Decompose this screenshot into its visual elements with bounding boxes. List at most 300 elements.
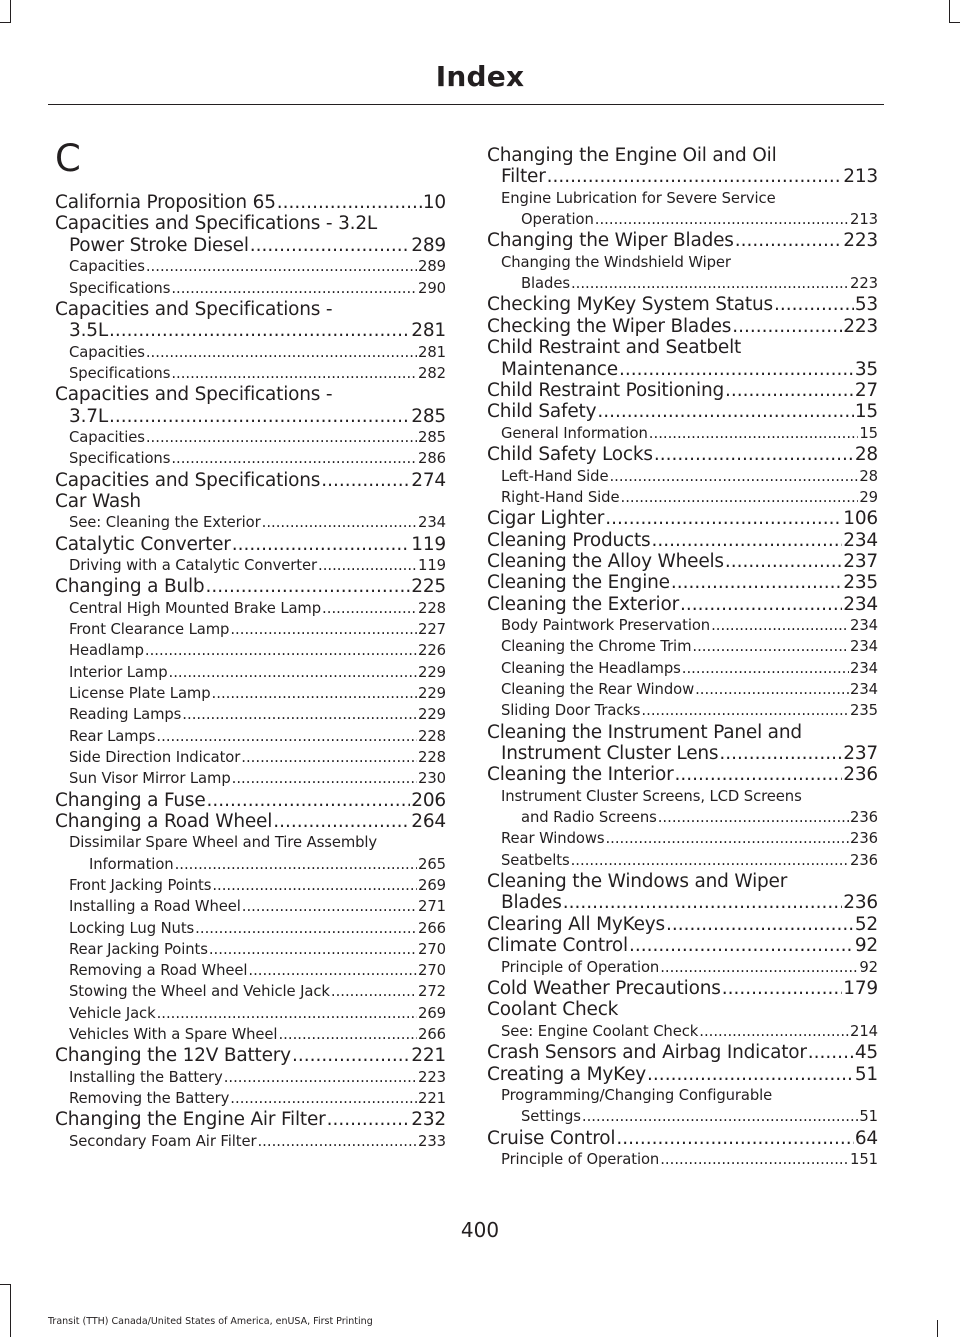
index-subentry — [55, 555, 446, 576]
index-subentry — [55, 427, 446, 448]
index-subentry — [55, 896, 446, 917]
entry-text: Cleaning the Instrument Panel and — [487, 721, 802, 743]
leader-dots — [169, 662, 418, 683]
leader-dots — [680, 594, 842, 615]
index-subentry — [487, 273, 878, 294]
index-subentry — [487, 209, 878, 230]
leader-dots — [641, 700, 849, 721]
index-entry-first-line — [55, 384, 446, 405]
page-reference: 237 — [843, 743, 878, 765]
page-reference: 289 — [418, 258, 446, 276]
leader-dots — [605, 508, 842, 529]
index-subentry — [487, 679, 878, 700]
entry-text: Engine Lubrication for Severe Service — [501, 189, 776, 207]
page-reference: 213 — [843, 166, 878, 188]
entry-text: Checking MyKey System Status — [487, 294, 773, 316]
index-entry — [487, 935, 878, 956]
page-reference: 225 — [411, 576, 446, 598]
index-entry — [55, 491, 446, 512]
page-reference: 119 — [418, 557, 446, 575]
entry-text: Cruise Control — [487, 1127, 616, 1149]
index-subentry — [487, 850, 878, 871]
index-entry — [487, 530, 878, 551]
leader-dots — [658, 807, 849, 828]
page-reference: 266 — [418, 919, 446, 937]
entry-text: Crash Sensors and Airbag Indicator — [487, 1042, 807, 1064]
index-entry — [487, 1064, 878, 1085]
leader-dots — [146, 342, 417, 363]
leader-dots — [232, 534, 411, 555]
leader-dots — [175, 854, 417, 875]
index-subentry — [55, 683, 446, 704]
index-entry — [55, 811, 446, 832]
entry-text-continued: Blades — [521, 275, 570, 293]
leader-dots — [619, 359, 854, 380]
index-entry — [487, 316, 878, 337]
index-subentry — [487, 1149, 878, 1170]
leader-dots — [616, 1128, 853, 1149]
page-reference: 51 — [859, 1108, 878, 1126]
page-reference: 229 — [418, 685, 446, 703]
entry-text-continued: Power Stroke Diesel — [69, 234, 249, 256]
entry-text: See: Cleaning the Exterior — [69, 514, 261, 532]
section-letter: C — [55, 137, 81, 180]
leader-dots — [171, 363, 417, 384]
leader-dots — [273, 811, 410, 832]
page-reference: 226 — [418, 642, 446, 660]
leader-dots — [230, 619, 417, 640]
page-reference: 106 — [843, 508, 878, 530]
entry-text: Locking Lug Nuts — [69, 919, 195, 937]
index-subentry — [487, 1106, 878, 1127]
page-reference: 214 — [850, 1022, 878, 1040]
index-subentry — [55, 619, 446, 640]
leader-dots — [595, 209, 849, 230]
index-subentry — [55, 512, 446, 533]
leader-dots — [649, 423, 859, 444]
index-entry — [487, 401, 878, 422]
entry-text: Installing a Road Wheel — [69, 898, 241, 916]
index-entry — [55, 192, 446, 213]
header-rule — [48, 104, 884, 105]
entry-text-continued: Information — [89, 855, 174, 873]
page-reference: 269 — [418, 1004, 446, 1022]
crop-mark — [10, 1284, 11, 1337]
index-subentry — [55, 918, 446, 939]
leader-dots — [322, 598, 417, 619]
index-entry-first-line — [487, 722, 878, 743]
index-list-right — [487, 145, 878, 1170]
page-reference: 289 — [411, 234, 446, 256]
page-reference: 236 — [843, 764, 878, 786]
leader-dots — [318, 555, 417, 576]
page-reference: 151 — [850, 1150, 878, 1168]
index-subentry — [55, 640, 446, 661]
index-entry — [55, 1045, 446, 1066]
entry-text-continued: Filter — [501, 166, 546, 188]
leader-dots — [292, 1045, 410, 1066]
entry-text: Cleaning the Rear Window — [501, 681, 695, 699]
entry-text: Changing a Bulb — [55, 576, 205, 598]
index-subentry — [55, 726, 446, 747]
index-subentry — [55, 278, 446, 299]
leader-dots — [660, 1149, 849, 1170]
entry-text: Rear Windows — [501, 830, 605, 848]
entry-text: Specifications — [69, 364, 171, 382]
entry-text: General Information — [501, 424, 648, 442]
leader-dots — [547, 166, 843, 187]
index-entry — [55, 320, 446, 341]
index-subentry — [55, 598, 446, 619]
page-reference: 269 — [418, 876, 446, 894]
leader-dots — [571, 273, 849, 294]
page-reference: 234 — [418, 514, 446, 532]
page-reference: 265 — [418, 855, 446, 873]
entry-text: Child Safety — [487, 401, 597, 423]
entry-text: Central High Mounted Brake Lamp — [69, 599, 322, 617]
leader-dots — [582, 1106, 858, 1127]
page-reference: 234 — [850, 617, 878, 635]
page-reference: 213 — [850, 211, 878, 229]
leader-dots — [224, 1067, 417, 1088]
entry-text-continued: and Radio Screens — [521, 809, 657, 827]
index-subentry — [487, 807, 878, 828]
leader-dots — [692, 636, 849, 657]
entry-text: Cleaning the Headlamps — [501, 659, 681, 677]
entry-text: Principle of Operation — [501, 1150, 660, 1168]
leader-dots — [722, 978, 843, 999]
leader-dots — [660, 957, 858, 978]
index-subentry — [55, 854, 446, 875]
crop-mark — [10, 0, 11, 22]
entry-text-continued: Instrument Cluster Lens — [501, 743, 719, 765]
entry-text: Changing the Engine Air Filter — [55, 1109, 326, 1131]
entry-text: Specifications — [69, 450, 171, 468]
page-reference: 221 — [418, 1090, 446, 1107]
leader-dots — [699, 1021, 849, 1042]
page-reference: 229 — [418, 706, 446, 724]
index-entry — [487, 892, 878, 913]
entry-text: Cleaning the Engine — [487, 572, 670, 594]
leader-dots — [232, 768, 417, 789]
page-reference: 285 — [411, 405, 446, 427]
index-entry — [487, 1128, 878, 1149]
leader-dots — [212, 683, 418, 704]
index-entry — [487, 230, 878, 251]
index-entry — [487, 551, 878, 572]
page-reference: 64 — [854, 1127, 878, 1149]
entry-text: Car Wash — [55, 491, 141, 513]
page-reference: 234 — [843, 593, 878, 615]
leader-dots — [605, 828, 849, 849]
index-subentry — [55, 768, 446, 789]
index-entry-first-line — [487, 145, 878, 166]
leader-dots — [609, 466, 858, 487]
entry-text: Rear Jacking Points — [69, 940, 208, 958]
index-entry — [487, 1042, 878, 1063]
index-subentry — [487, 658, 878, 679]
entry-text: Sun Visor Mirror Lamp — [69, 770, 231, 788]
leader-dots — [651, 530, 842, 551]
leader-dots — [157, 1003, 417, 1024]
entry-text: Cleaning the Alloy Wheels — [487, 550, 724, 572]
index-entry — [55, 470, 446, 491]
index-subentry — [55, 939, 446, 960]
entry-text: Creating a MyKey — [487, 1063, 647, 1085]
leader-dots — [207, 790, 411, 811]
page-reference: 233 — [418, 1132, 446, 1150]
index-subentry — [487, 466, 878, 487]
index-entry — [487, 508, 878, 529]
leader-dots — [146, 427, 417, 448]
leader-dots — [675, 764, 843, 785]
entry-text: Body Paintwork Preservation — [501, 617, 711, 635]
index-subentry — [487, 828, 878, 849]
page-reference: 92 — [859, 958, 878, 976]
entry-text-continued: 3.7L — [69, 405, 108, 427]
index-subentry — [487, 1021, 878, 1042]
page-reference: 15 — [859, 424, 878, 442]
index-subentry — [55, 1067, 446, 1088]
page-reference: 282 — [418, 364, 446, 382]
entry-text: Capacities and Specifications - 3.2L — [55, 213, 378, 235]
leader-dots — [671, 572, 842, 593]
page-reference: 227 — [418, 621, 446, 639]
entry-text: Changing the Windshield Wiper — [501, 253, 731, 271]
page-reference: 28 — [859, 467, 878, 485]
leader-dots — [695, 679, 849, 700]
leader-dots — [146, 256, 417, 277]
leader-dots — [250, 235, 411, 256]
leader-dots — [654, 444, 854, 465]
index-entry — [55, 790, 446, 811]
page-reference: 206 — [411, 789, 446, 811]
leader-dots — [242, 896, 417, 917]
entry-text: Cold Weather Precautions — [487, 977, 721, 999]
entry-text: Capacities — [69, 429, 145, 447]
index-entry — [55, 406, 446, 427]
index-entry — [55, 534, 446, 555]
index-subentry — [55, 1003, 446, 1024]
index-entry-first-line — [55, 213, 446, 234]
leader-dots — [682, 658, 849, 679]
index-entry-first-line — [55, 299, 446, 320]
leader-dots — [209, 939, 417, 960]
page-reference: 27 — [854, 380, 878, 402]
entry-text: Cleaning the Chrome Trim — [501, 638, 692, 656]
leader-dots — [719, 743, 842, 764]
entry-text-continued: Maintenance — [501, 358, 618, 380]
entry-text: Changing the Engine Oil and Oil — [487, 145, 777, 166]
entry-text: Vehicle Jack — [69, 1004, 156, 1022]
index-entry — [487, 914, 878, 935]
entry-text: Capacities and Specifications — [55, 469, 321, 491]
index-entry-first-line — [487, 337, 878, 358]
page-reference: 237 — [843, 550, 878, 572]
crop-mark — [949, 0, 950, 22]
entry-text: Rear Lamps — [69, 727, 156, 745]
entry-text: Removing the Battery — [69, 1090, 230, 1107]
entry-text: Coolant Check — [487, 999, 619, 1021]
leader-dots — [711, 615, 849, 636]
page-title: Index — [435, 60, 525, 93]
page-reference: 290 — [418, 279, 446, 297]
page-reference: 28 — [854, 444, 878, 466]
page-reference: 223 — [850, 275, 878, 293]
entry-text: California Proposition 65 — [55, 192, 276, 213]
leader-dots — [331, 981, 417, 1002]
crop-mark — [937, 1320, 938, 1337]
entry-text: Cigar Lighter — [487, 508, 605, 530]
leader-dots — [563, 892, 843, 913]
entry-text: Clearing All MyKeys — [487, 913, 665, 935]
page-reference: 232 — [411, 1109, 446, 1131]
index-entry — [487, 743, 878, 764]
page-reference: 285 — [418, 429, 446, 447]
entry-text: Capacities — [69, 343, 145, 361]
index-subentry — [55, 875, 446, 896]
crop-mark — [0, 22, 11, 23]
page-reference: 270 — [418, 962, 446, 980]
leader-dots — [109, 406, 410, 427]
entry-text: Capacities and Specifications - — [55, 384, 333, 406]
entry-text: Front Jacking Points — [69, 876, 212, 894]
index-subentry — [487, 423, 878, 444]
entry-text-continued: Operation — [521, 211, 594, 229]
entry-text: License Plate Lamp — [69, 685, 211, 703]
entry-text: Catalytic Converter — [55, 533, 231, 555]
entry-text-continued: 3.5L — [69, 320, 108, 342]
page-reference: 228 — [418, 748, 446, 766]
page-reference: 236 — [850, 851, 878, 869]
entry-text: Changing the 12V Battery — [55, 1045, 291, 1067]
index-subentry — [55, 747, 446, 768]
leader-dots — [171, 448, 417, 469]
page-reference: 10 — [422, 192, 446, 213]
leader-dots — [241, 747, 417, 768]
entry-text: Side Direction Indicator — [69, 748, 241, 766]
leader-dots — [230, 1088, 417, 1109]
page-reference: 53 — [854, 294, 878, 316]
leader-dots — [171, 278, 417, 299]
page-reference: 221 — [411, 1045, 446, 1067]
index-entry — [487, 764, 878, 785]
index-entry — [487, 594, 878, 615]
index-entry — [487, 380, 878, 401]
entry-text: Capacities and Specifications - — [55, 298, 333, 320]
index-entry — [487, 572, 878, 593]
index-entry — [487, 166, 878, 187]
page-reference: 228 — [418, 599, 446, 617]
page-reference: 223 — [418, 1068, 446, 1086]
leader-dots — [278, 1024, 417, 1045]
index-entry — [487, 359, 878, 380]
index-subentry — [55, 981, 446, 1002]
index-list-left — [55, 192, 446, 1152]
index-entry-first-line — [487, 871, 878, 892]
page-reference: 230 — [418, 770, 446, 788]
entry-text: Cleaning the Exterior — [487, 593, 679, 615]
index-subentry-first-line — [55, 832, 446, 853]
footer-text: Transit (TTH) Canada/United States of America, enUSA, First Printing — [48, 1316, 373, 1327]
page-reference: 45 — [854, 1042, 878, 1064]
index-subentry — [487, 615, 878, 636]
entry-text: Climate Control — [487, 935, 628, 957]
page-reference: 234 — [850, 681, 878, 699]
index-entry — [55, 235, 446, 256]
index-entry — [55, 576, 446, 597]
entry-text: Child Restraint Positioning — [487, 380, 725, 402]
index-entry — [487, 294, 878, 315]
leader-dots — [277, 192, 422, 213]
entry-text: Front Clearance Lamp — [69, 621, 230, 639]
leader-dots — [156, 726, 417, 747]
entry-text: Checking the Wiper Blades — [487, 315, 732, 337]
entry-text: Removing a Road Wheel — [69, 962, 248, 980]
leader-dots — [725, 551, 842, 572]
entry-text-continued: Blades — [501, 892, 562, 914]
entry-text: Seatbelts — [501, 851, 570, 869]
entry-text: Interior Lamp — [69, 663, 168, 681]
entry-text: Child Restraint and Seatbelt — [487, 337, 742, 359]
entry-text: Cleaning the Interior — [487, 764, 674, 786]
page-reference: 271 — [418, 898, 446, 916]
index-entry — [487, 999, 878, 1020]
page-reference: 236 — [850, 809, 878, 827]
page-reference: 235 — [843, 572, 878, 594]
index-entry — [55, 1109, 446, 1130]
leader-dots — [145, 640, 417, 661]
index-column-right — [487, 145, 878, 1170]
leader-dots — [262, 512, 417, 533]
page-reference: 228 — [418, 727, 446, 745]
index-subentry — [55, 662, 446, 683]
page-reference: 92 — [854, 935, 878, 957]
leader-dots — [725, 380, 854, 401]
entry-text: Capacities — [69, 258, 145, 276]
index-subentry — [55, 1088, 446, 1109]
page-reference: 266 — [418, 1026, 446, 1043]
entry-text: Instrument Cluster Screens, LCD Screens — [501, 787, 802, 805]
entry-text-continued: Settings — [521, 1108, 581, 1126]
entry-text: Cleaning Products — [487, 529, 651, 551]
index-subentry — [55, 1131, 446, 1152]
entry-text: Sliding Door Tracks — [501, 702, 641, 720]
index-subentry — [55, 1024, 446, 1045]
page-reference: 119 — [411, 533, 446, 555]
index-subentry — [487, 487, 878, 508]
leader-dots — [666, 914, 854, 935]
page-reference: 235 — [850, 702, 878, 720]
leader-dots — [182, 704, 417, 725]
leader-dots — [321, 470, 410, 491]
leader-dots — [205, 576, 410, 597]
entry-text: Cleaning the Windows and Wiper — [487, 871, 788, 893]
entry-text: Child Safety Locks — [487, 444, 653, 466]
entry-text: Programming/Changing Configurable — [501, 1086, 773, 1104]
leader-dots — [808, 1042, 854, 1063]
page-reference: 264 — [411, 810, 446, 832]
entry-text: Right-Hand Side — [501, 488, 620, 506]
index-subentry-first-line — [487, 188, 878, 209]
page-reference: 281 — [411, 320, 446, 342]
page-reference: 234 — [850, 638, 878, 656]
leader-dots — [732, 316, 842, 337]
leader-dots — [774, 294, 854, 315]
page-reference: 35 — [854, 358, 878, 380]
index-subentry — [487, 700, 878, 721]
page-reference: 29 — [859, 488, 878, 506]
